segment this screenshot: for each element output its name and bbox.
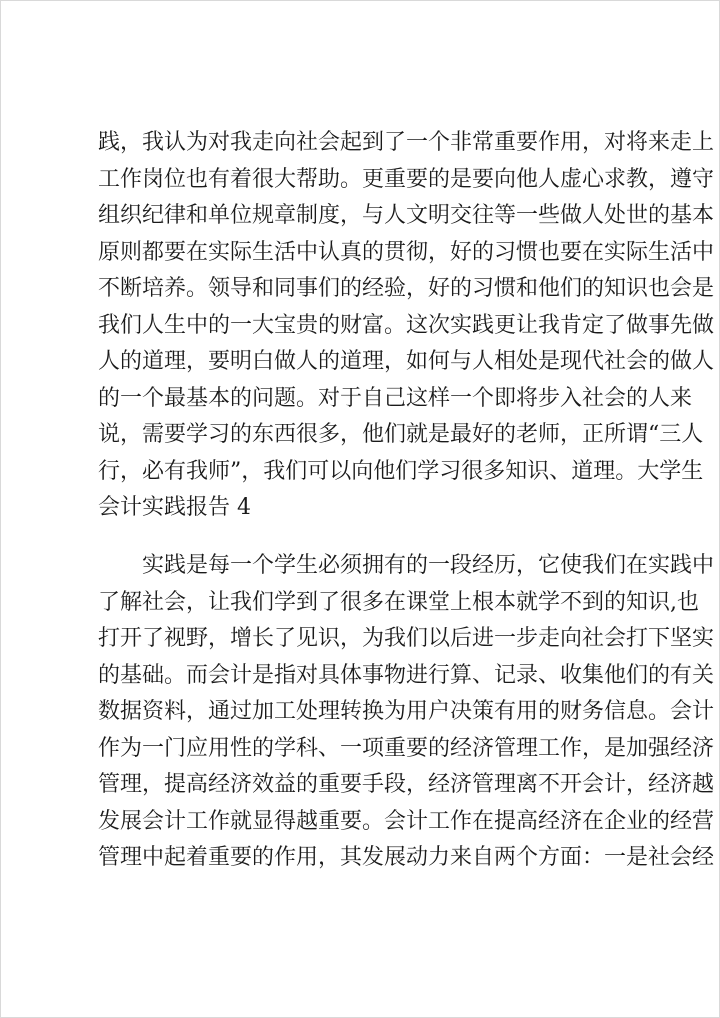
text-line: 打开了视野，增长了见识，为我们以后进一步走向社会打下坚实 — [98, 626, 715, 651]
text-line: 管理，提高经济效益的重要手段，经济管理离不开会计，经济越 — [98, 772, 715, 797]
text-line: 说，需要学习的东西很多，他们就是最好的老师，正所谓“三人 — [98, 422, 704, 447]
paragraph-report-4 — [98, 548, 715, 877]
text-line: 的一个最基本的问题。对于自己这样一个即将步入社会的人来 — [98, 385, 693, 411]
text-line: 数据资料，通过加工处理转换为用户决策有用的财务信息。会计 — [98, 699, 715, 724]
text-line: 行，必有我师”，我们可以向他们学习很多知识、道理。大学生 — [98, 458, 704, 484]
text-line: 践，我认为对我走向社会起到了一个非常重要作用，对将来走上 — [98, 130, 715, 155]
text-line: 的基础。而会计是指对具体事物进行算、记录、收集他们的有关 — [98, 662, 715, 688]
text-line: 工作岗位也有着很大帮助。更重要的是要向他人虚心求教，遵守 — [98, 166, 715, 192]
text-line: 我们人生中的一大宝贵的财富。这次实践更让我肯定了做事先做 — [98, 312, 715, 338]
paragraph-continuation — [98, 125, 715, 527]
text-line-first: 实践是每一个学生必须拥有的一段经历，它使我们在实践中 — [142, 553, 715, 578]
text-line: 原则都要在实际生活中认真的贯彻，好的习惯也要在实际生活中 — [98, 239, 715, 265]
section-heading-line: 会计实践报告 4 — [98, 495, 251, 520]
text-line: 发展会计工作就显得越重要。会计工作在提高经济在企业的经营 — [98, 808, 715, 834]
text-line: 了解社会，让我们学到了很多在课堂上根本就学不到的知识,也 — [98, 589, 699, 615]
text-line: 作为一门应用性的学科、一项重要的经济管理工作，是加强经济 — [98, 735, 715, 761]
text-line: 组织纪律和单位规章制度，与人文明交往等一些做人处世的基本 — [98, 203, 715, 228]
text-line: 管理中起着重要的作用，其发展动力来自两个方面：一是社会经 — [98, 845, 715, 870]
text-line: 人的道理，要明白做人的道理，如何与人相处是现代社会的做人 — [98, 349, 715, 374]
text-line: 不断培养。领导和同事们的经验，好的习惯和他们的知识也会是 — [98, 276, 715, 301]
